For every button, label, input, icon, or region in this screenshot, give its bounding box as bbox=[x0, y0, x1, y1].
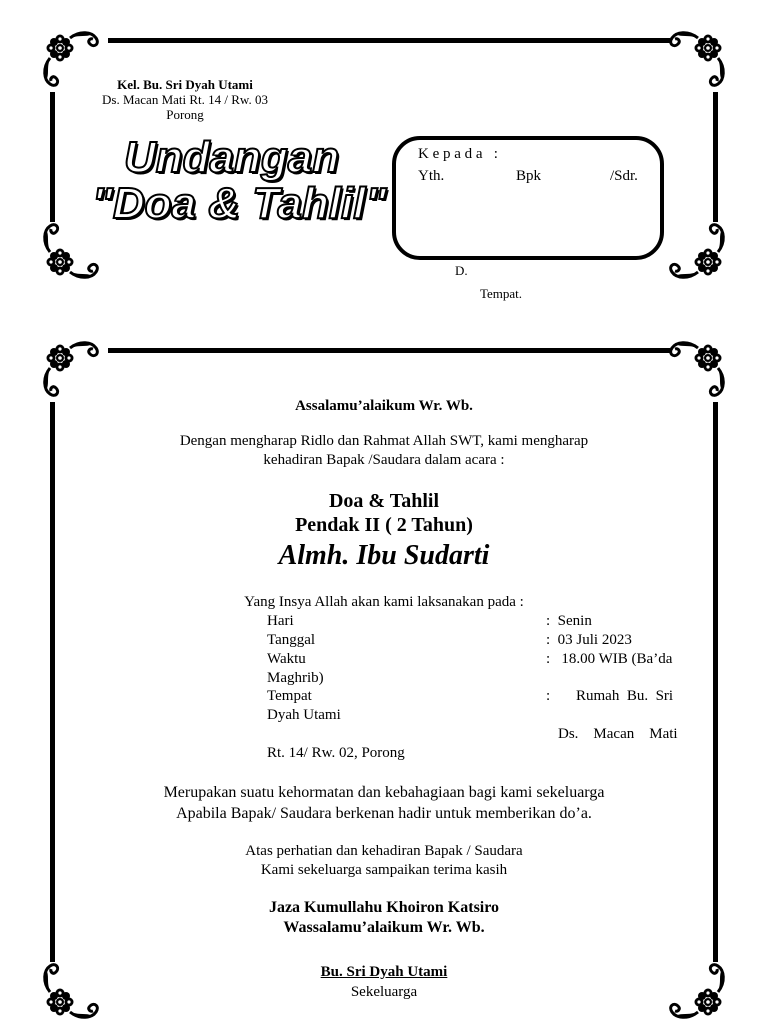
thanks-line2: Kami sekeluarga sampaikan terima kasih bbox=[260, 862, 508, 878]
thanks-line1: Atas perhatian dan kehadiran Bapak / Saudara bbox=[245, 843, 523, 859]
tempat-label: Tempat bbox=[267, 688, 312, 704]
greeting: Assalamu’alaikum Wr. Wb. bbox=[295, 398, 473, 414]
intro-line2: kehadiran Bapak /Saudara dalam acara : bbox=[263, 452, 505, 468]
recipient-label: K e p a d a : bbox=[418, 146, 498, 162]
sender-city: Porong bbox=[166, 107, 204, 122]
sender-address: Ds. Macan Mati Rt. 14 / Rw. 03 bbox=[102, 92, 268, 107]
event-title: Doa & Tahlil bbox=[328, 490, 440, 512]
tempat-colon: : bbox=[546, 688, 551, 704]
intro bbox=[60, 432, 708, 470]
corner-ornament-icon bbox=[658, 28, 728, 98]
farewell: Wassalamu’alaikum Wr. Wb. bbox=[283, 919, 485, 936]
recipient-sdr: /Sdr. bbox=[610, 168, 638, 184]
recipient-ds-partial: D. bbox=[455, 263, 468, 278]
signer-name: Bu. Sri Dyah Utami bbox=[320, 964, 448, 980]
waktu-value: : 18.00 WIB (Ba’da bbox=[546, 651, 673, 667]
tempat-value: Rumah Bu. Sri bbox=[576, 688, 674, 704]
blessing: Jaza Kumullahu Khoiron Katsiro bbox=[268, 899, 500, 916]
closing-line1: Merupakan suatu kehormatan dan kebahagiaan bagi kami sekeluarga bbox=[163, 784, 605, 801]
envelope-border-left bbox=[50, 92, 55, 222]
hari-label: Hari bbox=[267, 613, 294, 629]
recipient-place: Tempat. bbox=[480, 286, 523, 301]
envelope-border-top bbox=[108, 38, 670, 43]
tanggal-label: Tanggal bbox=[267, 632, 316, 648]
address-continuation: Rt. 14/ Rw. 02, Porong bbox=[267, 745, 405, 761]
corner-ornament-icon bbox=[658, 212, 728, 282]
envelope-title-line1: Undangan bbox=[124, 133, 340, 182]
tempat-continuation: Dyah Utami bbox=[267, 707, 341, 723]
invitation-border-right bbox=[713, 402, 718, 962]
recipient-yth: Yth. bbox=[418, 168, 445, 184]
thanks bbox=[60, 842, 708, 880]
sender-name: Kel. Bu. Sri Dyah Utami bbox=[117, 77, 253, 92]
envelope-title-line2: "Doa & Tahlil" bbox=[92, 179, 387, 228]
tanggal-value: : 03 Juli 2023 bbox=[546, 632, 632, 648]
recipient-bpk: Bpk bbox=[516, 168, 542, 184]
waktu-continuation: Maghrib) bbox=[267, 670, 324, 686]
schedule-intro: Yang Insya Allah akan kami laksanakan pada : bbox=[244, 594, 524, 610]
address-value: Ds. Macan Mati bbox=[558, 726, 678, 742]
invitation-border-top bbox=[108, 348, 670, 353]
closing-line2: Apabila Bapak/ Saudara berkenan hadir untuk memberikan do’a. bbox=[176, 805, 592, 822]
sender-block bbox=[70, 77, 300, 122]
event-subtitle: Pendak II ( 2 Tahun) bbox=[295, 514, 473, 536]
invitation-border-left bbox=[50, 402, 55, 962]
closing bbox=[60, 782, 708, 824]
deceased-name: Almh. Ibu Sudarti bbox=[278, 540, 490, 571]
signer-role: Sekeluarga bbox=[350, 984, 418, 1000]
waktu-label: Waktu bbox=[267, 651, 306, 667]
intro-line1: Dengan mengharap Ridlo dan Rahmat Allah SWT, kami mengharap bbox=[179, 433, 589, 449]
envelope-border-right bbox=[713, 92, 718, 222]
hari-value: : Senin bbox=[546, 613, 592, 629]
